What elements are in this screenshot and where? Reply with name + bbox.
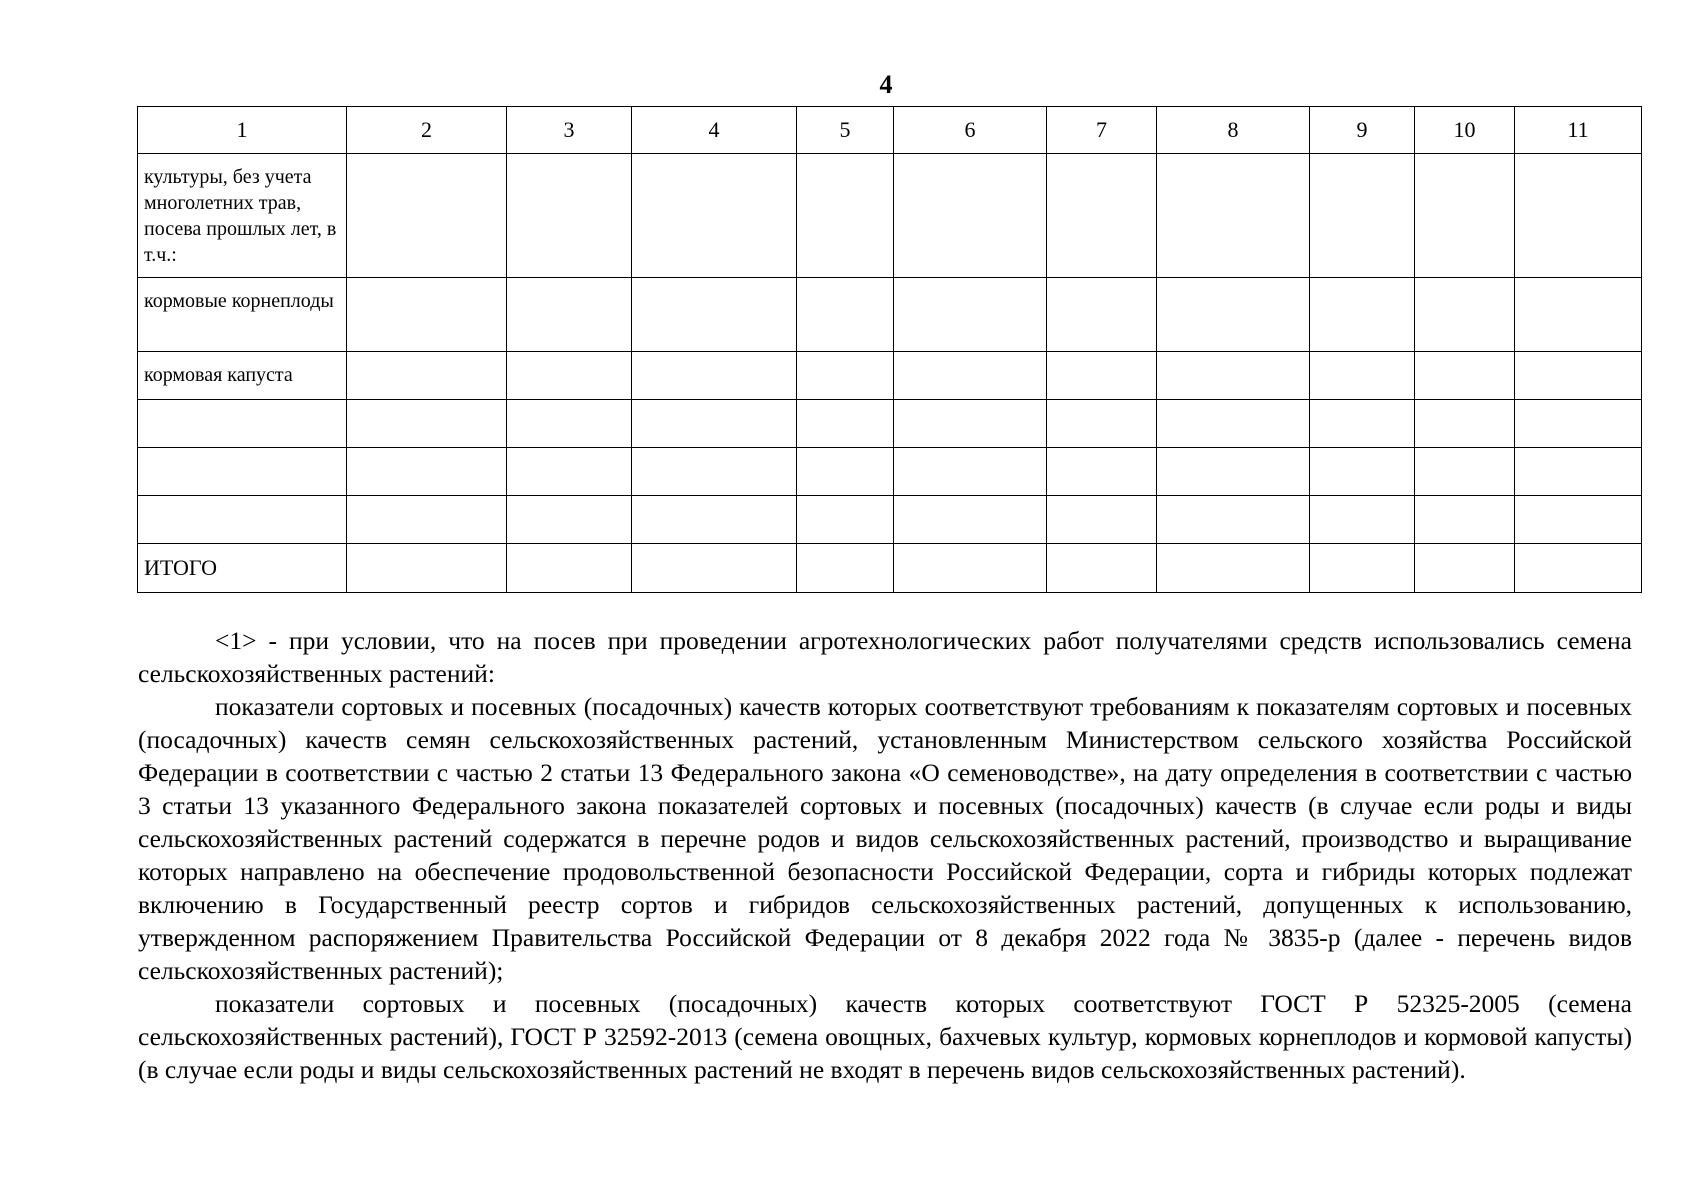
table-cell (1047, 544, 1157, 593)
column-header: 6 (894, 107, 1047, 154)
table-cell (632, 496, 797, 544)
table-cell (797, 278, 894, 352)
table-cell (1047, 448, 1157, 496)
column-header: 2 (347, 107, 507, 154)
column-header: 10 (1415, 107, 1515, 154)
table-cell (1415, 352, 1515, 400)
table-cell (632, 400, 797, 448)
table-cell (797, 400, 894, 448)
table-cell (894, 352, 1047, 400)
table-cell (1157, 154, 1310, 278)
table-cell (1047, 496, 1157, 544)
table-cell (347, 400, 507, 448)
table-cell (1047, 278, 1157, 352)
table-cell (1415, 278, 1515, 352)
row-label: культуры, без учета многолетних трав, посева прошлых лет, в т.ч.: (138, 154, 347, 278)
row-label (138, 448, 347, 496)
table-row (138, 400, 1642, 448)
table-cell (632, 448, 797, 496)
table-cell (347, 278, 507, 352)
table-cell (1415, 400, 1515, 448)
table-cell (1157, 496, 1310, 544)
data-table (137, 106, 1642, 593)
table-cell (797, 544, 894, 593)
table-cell (1515, 154, 1642, 278)
column-header: 4 (632, 107, 797, 154)
table-cell (1047, 352, 1157, 400)
table-cell (632, 352, 797, 400)
table-cell (507, 496, 632, 544)
footnote-paragraph: показатели сортовых и посевных (посадочных) качеств которых соответствуют требованиям к показателям сортовых и посевных (посадочных) качеств семян сельскохозяйственных растений, установленным Министерством сельского хозяйства Российской Федерации в соответствии с частью 2 статьи 13 Федерального закона «О семеноводстве», на дату определения в соответствии с частью 3 статьи 13 указанного Федерального закона показателей сортовых и посевных (посадочных) качеств (в случае если роды и виды сельскохозяйственных растений содержатся в перечне родов и видов сельскохозяйственных растений, производство и выращивание которых направлено на обеспечение продовольственной безопасности Российской Федерации, сорта и гибриды которых подлежат включению в Государственный реестр сортов и гибридов сельскохозяйственных растений, допущенных к использованию, утвержденном распоряжением Правительства Российской Федерации от 8 декабря 2022 года № 3835-р (далее - перечень видов сельскохозяйственных растений); (138, 692, 1632, 985)
table-cell (1157, 448, 1310, 496)
table-cell (1310, 496, 1415, 544)
row-label: кормовая капуста (138, 352, 347, 400)
table-cell (894, 496, 1047, 544)
table-cell (632, 154, 797, 278)
table-cell (1047, 400, 1157, 448)
table-cell (1310, 352, 1415, 400)
table-cell (632, 544, 797, 593)
table-cell (1415, 544, 1515, 593)
table-cell (1415, 448, 1515, 496)
footnote-paragraph: показатели сортовых и посевных (посадочных) качеств которых соответствуют ГОСТ Р 52325-2005 (семена сельскохозяйственных растений), ГОСТ Р 32592-2013 (семена овощных, бахчевых культур, кормовых корнеплодов и кормовой капусты) (в случае если роды и виды сельскохозяйственных растений не входят в перечень видов сельскохозяйственных растений). (138, 989, 1632, 1084)
table-cell (347, 352, 507, 400)
footnote-paragraph: <1> - при условии, что на посев при проведении агротехнологических работ получателями средств использовались семена сельскохозяйственных растений: (138, 626, 1632, 688)
footnote-text (138, 624, 1632, 1086)
table-cell (894, 544, 1047, 593)
page-number: 4 (879, 70, 893, 99)
table-cell (894, 400, 1047, 448)
table-cell (1515, 448, 1642, 496)
table-cell (797, 352, 894, 400)
table-cell (1310, 448, 1415, 496)
table-cell (1047, 154, 1157, 278)
table-cell (1515, 278, 1642, 352)
table-row (138, 154, 1642, 278)
table-cell (894, 448, 1047, 496)
table-cell (1157, 352, 1310, 400)
table-cell (894, 278, 1047, 352)
table-cell (1515, 352, 1642, 400)
table-cell (347, 154, 507, 278)
column-header: 11 (1515, 107, 1642, 154)
table-cell (1157, 278, 1310, 352)
table-cell (1310, 400, 1415, 448)
table-cell (632, 278, 797, 352)
table-row-total (138, 544, 1642, 593)
table-cell (507, 448, 632, 496)
table-cell (1310, 278, 1415, 352)
row-label (138, 496, 347, 544)
row-label (138, 400, 347, 448)
table-cell (1157, 400, 1310, 448)
table-row (138, 278, 1642, 352)
table-cell (1515, 544, 1642, 593)
table-cell (1157, 544, 1310, 593)
column-header: 1 (138, 107, 347, 154)
table-cell (797, 496, 894, 544)
column-header: 8 (1157, 107, 1310, 154)
table-cell (1415, 496, 1515, 544)
table-cell (507, 544, 632, 593)
table-cell (1515, 400, 1642, 448)
row-label: кормовые корнеплоды (138, 278, 347, 352)
table-cell (1310, 154, 1415, 278)
table-cell (1415, 154, 1515, 278)
table-cell (1310, 544, 1415, 593)
table-cell (347, 544, 507, 593)
table-cell (347, 448, 507, 496)
column-header: 3 (507, 107, 632, 154)
table-cell (797, 448, 894, 496)
table-header-row (138, 107, 1642, 154)
table-row (138, 496, 1642, 544)
column-header: 9 (1310, 107, 1415, 154)
table-cell (1515, 496, 1642, 544)
table-cell (797, 154, 894, 278)
column-header: 5 (797, 107, 894, 154)
column-header: 7 (1047, 107, 1157, 154)
table-row (138, 352, 1642, 400)
row-label-total: ИТОГО (138, 544, 347, 593)
table-cell (894, 154, 1047, 278)
table-cell (507, 400, 632, 448)
table-cell (507, 278, 632, 352)
table-cell (507, 154, 632, 278)
table-cell (347, 496, 507, 544)
table-cell (507, 352, 632, 400)
table-row (138, 448, 1642, 496)
